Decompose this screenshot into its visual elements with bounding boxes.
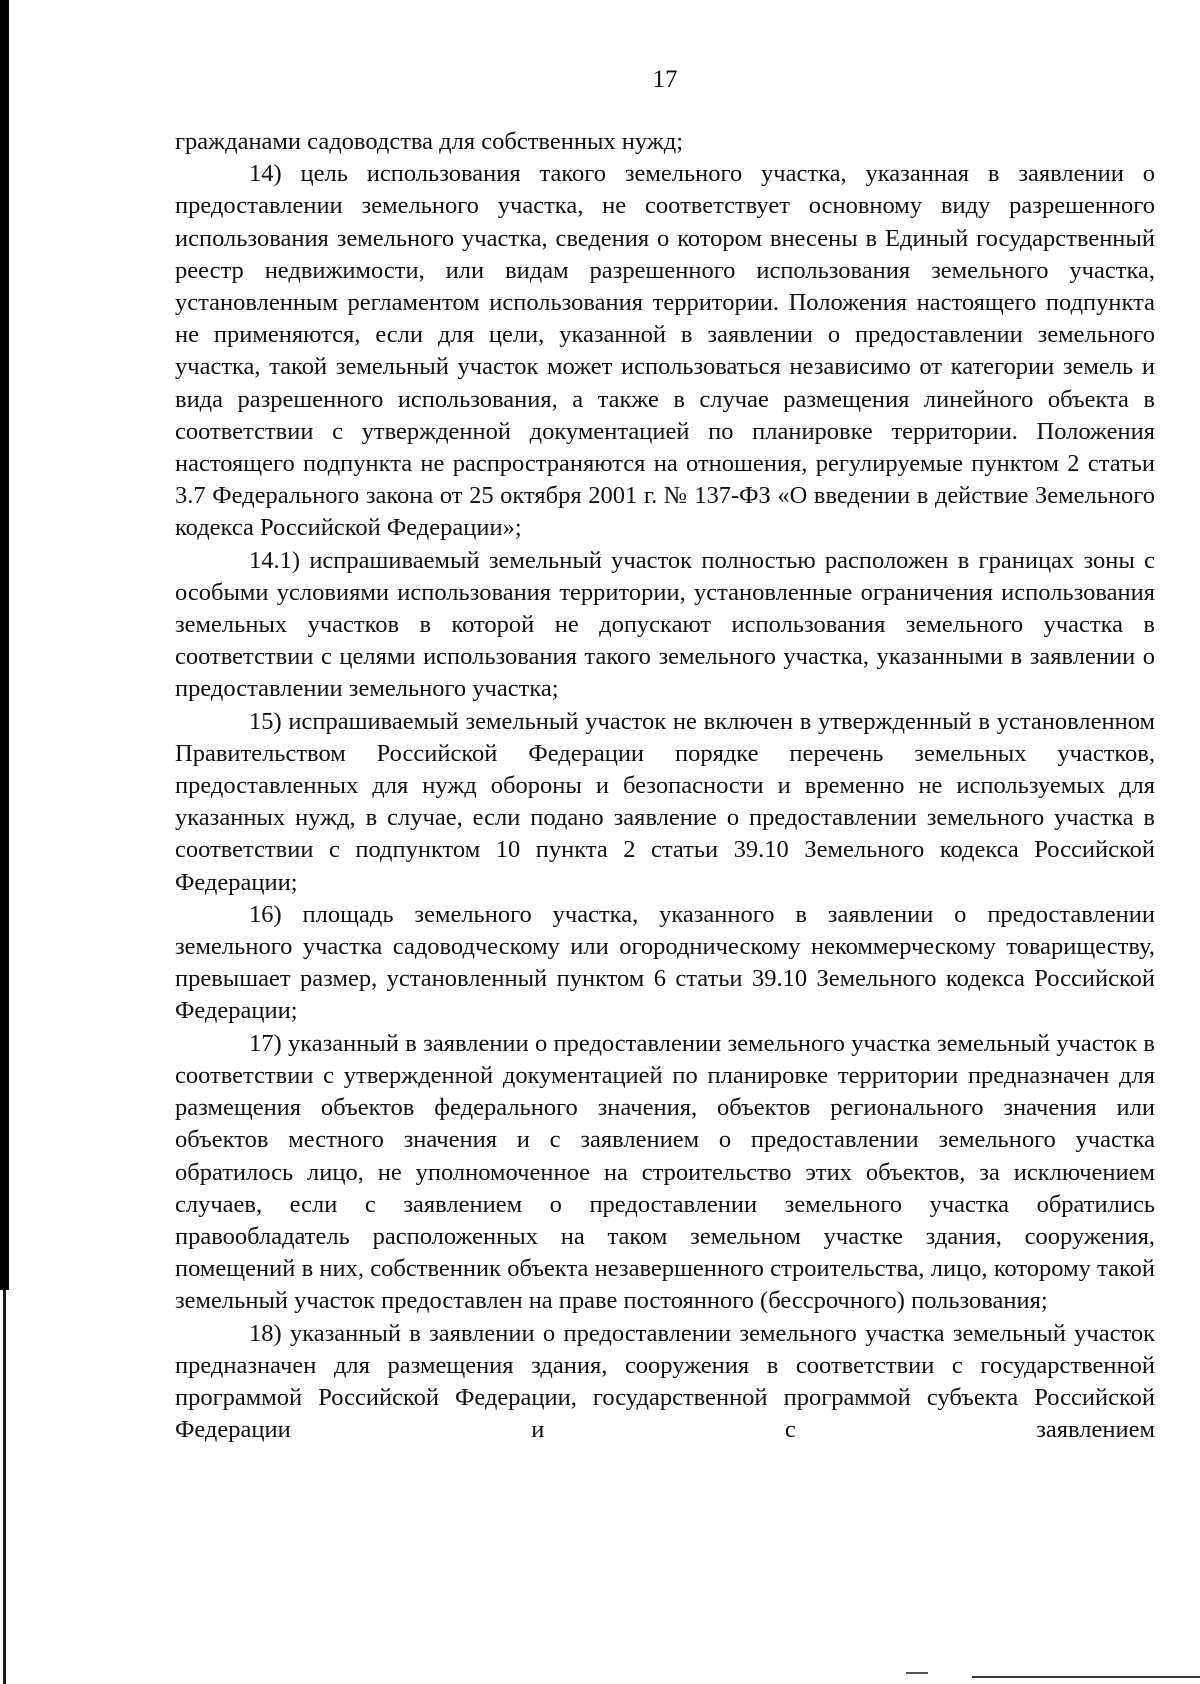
scan-edge-thin-strip: [3, 1290, 6, 1684]
paragraph-item-17: 17) указанный в заявлении о предоставлении земельного участка земельный участок в соответствии с утвержденной документацией по планировке территории предназначен для размещения объектов федерального значения, объектов регионального значения или объектов местного значения и с заявлением о предоставлении земельного участка обратилось лицо, не уполномоченное на строительство этих объектов, за исключением случаев, если с заявлением о предоставлении земельного участка обратились правообладатель расположенных на таком земельном участке здания, сооружения, помещений в них, собственник объекта незавершенного строительства, лицо, которому такой земельный участок предоставлен на праве постоянного (бессрочного) пользования;: [175, 1029, 1155, 1315]
paragraph-item-15: 15) испрашиваемый земельный участок не включен в утвержденный в установленном Правительством Российской Федерации порядке перечень земельных участков, предоставленных для нужд обороны и безопасности и временно не используемых для указанных нужд, в случае, если подано заявление о предоставлении земельного участка в соответствии с подпунктом 10 пункта 2 статьи 39.10 Земельного кодекса Российской Федерации;: [175, 707, 1155, 896]
scan-edge-dark-strip: [0, 0, 9, 1290]
paragraph-item-16: 16) площадь земельного участка, указанного в заявлении о предоставлении земельного участка садоводческому или огородническому некоммерческому товариществу, превышает размер, установленный пунктом 6 статьи 39.10 Земельного кодекса Российской Федерации;: [175, 900, 1155, 1025]
scan-footer-rule: [972, 1676, 1200, 1678]
paragraph-continuation: гражданами садоводства для собственных нужд;: [175, 128, 684, 155]
paragraph-item-14: 14) цель использования такого земельного участка, указанная в заявлении о предоставлении земельного участка, не соответствует основному виду разрешенного использования земельного участка, сведения о котором внесены в Единый государственный реестр недвижимости, или видам разрешенного использования земельного участка, установленным регламентом использования территории. Положения настоящего подпункта не применяются, если для цели, указанной в заявлении о предоставлении земельного участка, такой земельный участок может использоваться независимо от категории земель и вида разрешенного использования, а также в случае размещения линейного объекта в соответствии с утвержденной документацией по планировке территории. Положения настоящего подпункта не распространяются на отношения, регулируемые пунктом 2 статьи 3.7 Федерального закона от 25 октября 2001 г. № 137-ФЗ «О введении в действие Земельного кодекса Российской Федерации»;: [175, 160, 1155, 542]
scan-footer-mark: [906, 1672, 928, 1674]
page-number: 17: [652, 66, 678, 93]
paragraph-item-14-1: 14.1) испрашиваемый земельный участок полностью расположен в границах зоны с особыми условиями использования территории, установленные ограничения использования земельных участков в которой не допускают использования земельного участка в соответствии с целями использования такого земельного участка, указанными в заявлении о предоставлении земельного участка;: [175, 546, 1155, 703]
document-body: [175, 126, 1155, 1446]
paragraph-item-18: 18) указанный в заявлении о предоставлении земельного участка земельный участок предназначен для размещения здания, сооружения в соответствии с государственной программой Российской Федерации, государственной программой субъекта Российской Федерации и с заявлением: [175, 1319, 1155, 1444]
